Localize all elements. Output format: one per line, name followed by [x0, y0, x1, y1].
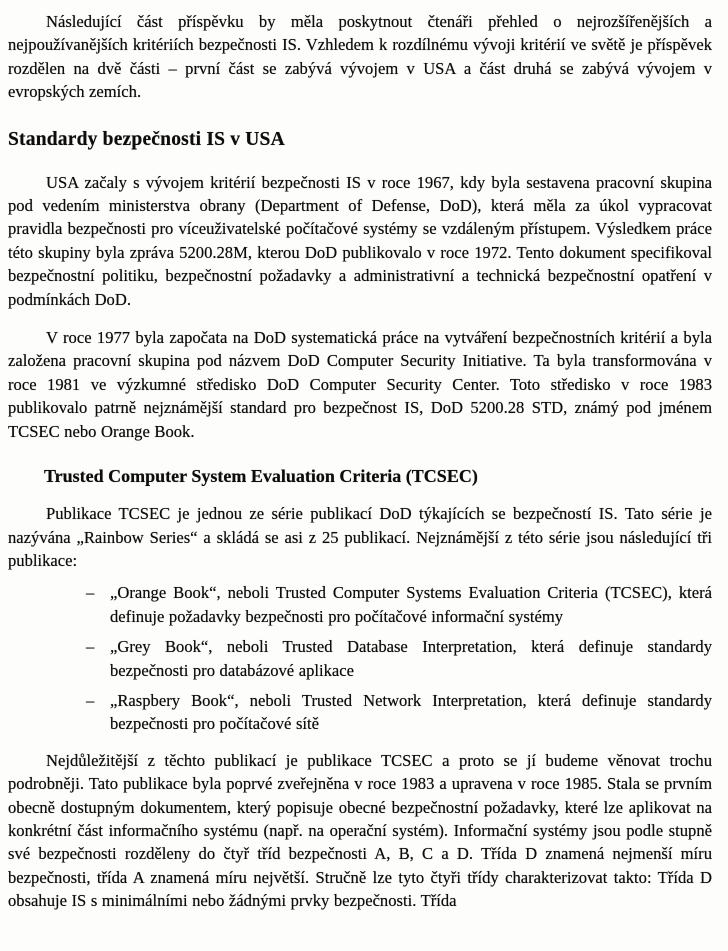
subsection-heading-tcsec: Trusted Computer System Evaluation Criteria (TCSEC)	[44, 466, 478, 487]
list-item-raspbery-book	[86, 689, 712, 736]
list-item-grey-book	[86, 635, 712, 682]
paragraph-rainbow-series: Publikace TCSEC je jednou ze série publikací DoD týkajících se bezpečností IS. Tato série je nazývána „Rainbow Series“ a skládá se asi z 25 publikací. Nejznámější z této série jsou následující tři publikace:	[8, 504, 712, 570]
intro-paragraph: Následující část příspěvku by měla poskytnout čtenáři přehled o nejrozšířenějších a nejpoužívanějších kritériích bezpečnosti IS. Vzhledem k rozdílnému vývoji kritérií ve světě je příspěvek rozdělen na dvě části – první část se zabývá vývojem v USA a část druhá se zabývá vývojem v evropských zemích.	[8, 12, 712, 102]
list-item-text: „Grey Book“, neboli Trusted Database Interpretation, která definuje standardy bezpečnosti pro databázové aplikace	[110, 637, 712, 680]
publication-list	[8, 581, 712, 735]
list-item-text: „Orange Book“, neboli Trusted Computer Systems Evaluation Criteria (TCSEC), která definuje požadavky bezpečnosti pro počítačové informační systémy	[110, 583, 712, 626]
paragraph-tcsec-detail: Nejdůležitější z těchto publikací je publikace TCSEC a proto se jí budeme věnovat trochu podrobněji. Tato publikace byla poprvé zveřejněna v roce 1983 a upravena v roce 1985. Stala se prvním obecně dostupným dokumentem, který popisuje obecné bezpečnostní požadavky, které lze aplikovat na konkrétní část informačního systému (např. na operační systém). Informační systémy jsou podle stupně své bezpečnosti rozděleny do čtyř tříd bezpečnosti A, B, C a D. Třída D znamená nejmenší míru bezpečnosti, třída A znamená míru největší. Stručně lze tyto čtyři třídy charakterizovat takto: Třída D obsahuje IS s minimálními nebo žádnými prvky bezpečnosti. Třída	[8, 750, 712, 911]
paragraph-usa-history: USA začaly s vývojem kritérií bezpečnosti IS v roce 1967, kdy byla sestavena pracovní skupina pod vedením ministerstva obrany (Department of Defense, DoD), která měla za úkol vypracovat pravidla bezpečnosti pro víceuživatelské počítačové systémy se vzdáleným přístupem. Výsledkem práce této skupiny byla zpráva 5200.28M, kterou DoD publikovalo v roce 1972. Tento dokument specifikoval bezpečnostní politiku, bezpečnostní požadavky a administrativní a technická bezpečnostní opatření v podmínkách DoD.	[8, 172, 712, 309]
section-heading-usa-standards: Standardy bezpečnosti IS v USA	[8, 128, 285, 150]
dash-bullet: –	[86, 690, 95, 710]
dash-bullet: –	[86, 583, 95, 603]
list-item-orange-book	[86, 581, 712, 628]
paragraph-dod-initiative: V roce 1977 byla započata na DoD systematická práce na vytváření bezpečnostních kritérií a byla založena pracovní skupina pod názvem DoD Computer Security Initiative. Ta byla transformována v roce 1981 ve výzkumné středisko DoD Computer Security Center. Toto středisko v roce 1983 publikovalo patrně nejznámější standard pro bezpečnost IS, DoD 5200.28 STD, známý pod jménem TCSEC nebo Orange Book.	[8, 328, 712, 441]
list-item-text: „Raspbery Book“, neboli Trusted Network Interpretation, která definuje standardy bezpečnosti pro počítačové sítě	[110, 690, 712, 734]
dash-bullet: –	[86, 637, 95, 657]
